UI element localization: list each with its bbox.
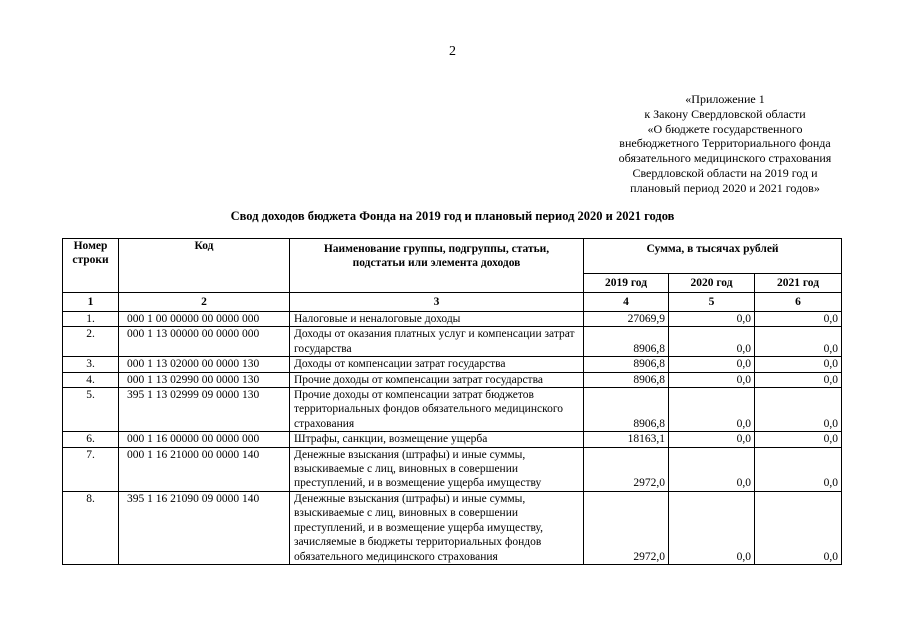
header-row-number: Номер строки	[63, 239, 119, 293]
row-name: Штрафы, санкции, возмещение ущерба	[290, 432, 584, 447]
row-code: 000 1 13 00000 00 0000 000	[119, 327, 290, 357]
row-value-2020: 0,0	[669, 388, 755, 432]
row-number: 7.	[63, 447, 119, 491]
row-value-2021: 0,0	[755, 491, 842, 564]
table-row	[63, 372, 842, 387]
row-number: 1.	[63, 312, 119, 327]
row-code: 395 1 16 21090 09 0000 140	[119, 491, 290, 564]
header-name: Наименование группы, подгруппы, статьи, подстатьи или элемента доходов	[290, 239, 584, 293]
row-value-2020: 0,0	[669, 357, 755, 372]
row-value-2021: 0,0	[755, 432, 842, 447]
row-name: Доходы от компенсации затрат государства	[290, 357, 584, 372]
row-number: 2.	[63, 327, 119, 357]
row-name: Доходы от оказания платных услуг и компенсации затрат государства	[290, 327, 584, 357]
table-row	[63, 388, 842, 432]
row-name: Денежные взыскания (штрафы) и иные суммы, взыскиваемые с лиц, виновных в совершении преступлений, и в возмещение ущерба имуществу, зачисляемые в бюджеты территориальных фондов обязательного медицинского страхования	[290, 491, 584, 564]
row-value-2019: 8906,8	[584, 372, 669, 387]
row-value-2021: 0,0	[755, 312, 842, 327]
row-code: 395 1 13 02999 09 0000 130	[119, 388, 290, 432]
row-code: 000 1 00 00000 00 0000 000	[119, 312, 290, 327]
appendix-line: плановый период 2020 и 2021 годов»	[630, 180, 820, 195]
row-name: Налоговые и неналоговые доходы	[290, 312, 584, 327]
row-value-2019: 27069,9	[584, 312, 669, 327]
header-year-2021: 2021 год	[755, 274, 842, 293]
row-value-2020: 0,0	[669, 312, 755, 327]
row-value-2021: 0,0	[755, 372, 842, 387]
row-value-2020: 0,0	[669, 447, 755, 491]
row-code: 000 1 13 02990 00 0000 130	[119, 372, 290, 387]
row-name: Прочие доходы от компенсации затрат бюджетов территориальных фондов обязательного медицинского страхования	[290, 388, 584, 432]
appendix-line: «О бюджете государственного	[647, 121, 803, 136]
row-value-2020: 0,0	[669, 327, 755, 357]
column-number: 1	[63, 293, 119, 312]
row-number: 6.	[63, 432, 119, 447]
table-row	[63, 312, 842, 327]
row-value-2019: 2972,0	[584, 447, 669, 491]
table-row	[63, 447, 842, 491]
column-number: 6	[755, 293, 842, 312]
row-value-2021: 0,0	[755, 388, 842, 432]
column-number: 4	[584, 293, 669, 312]
table-row	[63, 327, 842, 357]
appendix-block	[600, 92, 850, 196]
row-code: 000 1 16 00000 00 0000 000	[119, 432, 290, 447]
column-number: 5	[669, 293, 755, 312]
row-number: 3.	[63, 357, 119, 372]
appendix-line: обязательного медицинского страхования	[618, 151, 832, 166]
row-name: Прочие доходы от компенсации затрат государства	[290, 372, 584, 387]
column-number: 2	[119, 293, 290, 312]
row-value-2020: 0,0	[669, 372, 755, 387]
table-row	[63, 357, 842, 372]
appendix-line: к Закону Свердловской области	[644, 106, 806, 121]
row-value-2019: 8906,8	[584, 357, 669, 372]
row-value-2019: 8906,8	[584, 327, 669, 357]
column-number: 3	[290, 293, 584, 312]
row-name: Денежные взыскания (штрафы) и иные суммы, взыскиваемые с лиц, виновных в совершении преступлений, и в возмещение ущерба имуществу	[290, 447, 584, 491]
header-year-2019: 2019 год	[584, 274, 669, 293]
header-year-2020: 2020 год	[669, 274, 755, 293]
revenue-table	[62, 238, 842, 565]
appendix-line: внебюджетного Территориального фонда	[619, 136, 831, 151]
row-value-2019: 8906,8	[584, 388, 669, 432]
document-title: Свод доходов бюджета Фонда на 2019 год и плановый период 2020 и 2021 годов	[230, 209, 675, 223]
row-code: 000 1 16 21000 00 0000 140	[119, 447, 290, 491]
row-code: 000 1 13 02000 00 0000 130	[119, 357, 290, 372]
row-value-2020: 0,0	[669, 432, 755, 447]
row-value-2021: 0,0	[755, 357, 842, 372]
row-value-2021: 0,0	[755, 447, 842, 491]
row-value-2019: 2972,0	[584, 491, 669, 564]
row-value-2020: 0,0	[669, 491, 755, 564]
row-number: 4.	[63, 372, 119, 387]
table-row	[63, 491, 842, 564]
row-number: 8.	[63, 491, 119, 564]
appendix-line: Свердловской области на 2019 год и	[632, 165, 818, 180]
table-row	[63, 432, 842, 447]
row-value-2021: 0,0	[755, 327, 842, 357]
page-number: 2	[449, 44, 456, 59]
appendix-line: «Приложение 1	[685, 92, 765, 106]
header-sum: Сумма, в тысячах рублей	[584, 239, 842, 274]
row-number: 5.	[63, 388, 119, 432]
header-code: Код	[119, 239, 290, 293]
row-value-2019: 18163,1	[584, 432, 669, 447]
